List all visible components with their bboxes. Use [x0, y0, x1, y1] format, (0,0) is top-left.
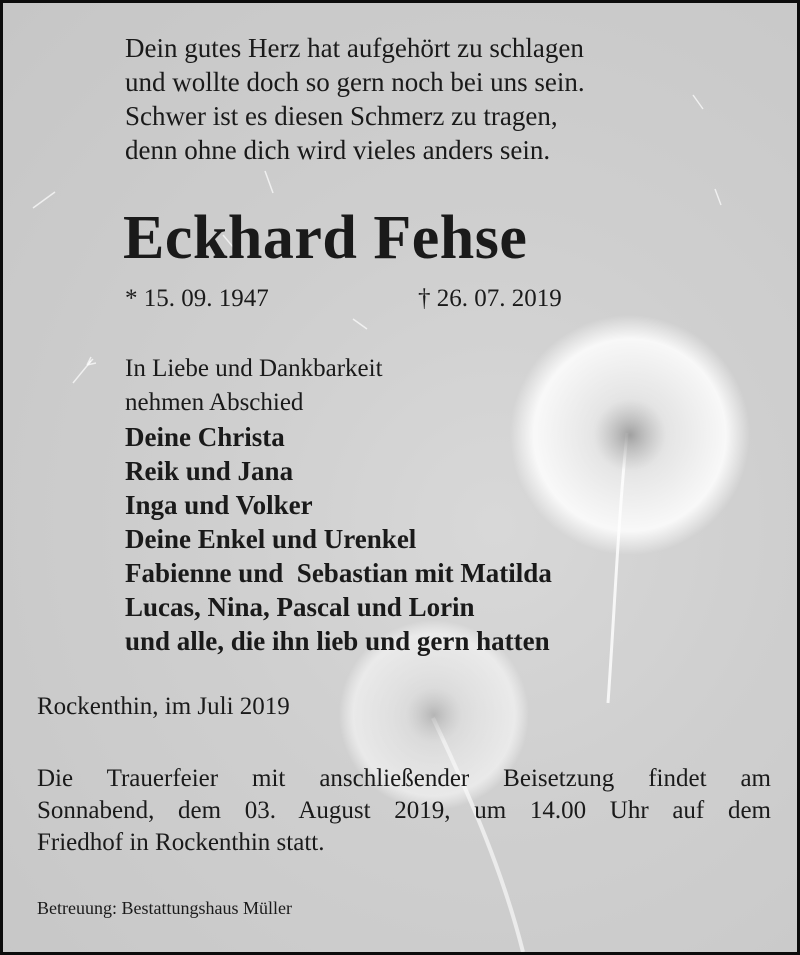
place-and-date: Rockenthin, im Juli 2019 [37, 693, 290, 720]
funeral-home-credit: Betreuung: Bestattungshaus Müller [37, 898, 292, 918]
mourner-entry: Deine Christa [125, 422, 285, 452]
poem-line: Schwer ist es diesen Schmerz zu tragen, [125, 101, 558, 131]
mourner-entry: Inga und Volker [125, 490, 313, 520]
poem-line: Dein gutes Herz hat aufgehört zu schlagen [125, 33, 584, 63]
farewell-intro [125, 352, 383, 420]
mourners-list [125, 420, 552, 658]
farewell-intro-line: nehmen Abschied [125, 389, 304, 416]
funeral-line: Sonnabend, dem 03. August 2019, um 14.00 Uhr auf dem [37, 797, 771, 824]
poem-line: und wollte doch so gern noch bei uns sein. [125, 67, 585, 97]
poem-line: denn ohne dich wird vieles anders sein. [125, 135, 551, 165]
funeral-line: Friedhof in Rockenthin statt. [37, 829, 325, 856]
mourner-entry: und alle, die ihn lieb und gern hatten [125, 626, 550, 656]
mourner-entry: Reik und Jana [125, 456, 294, 486]
mourner-entry: Fabienne und Sebastian mit Matilda [125, 558, 552, 588]
birth-date: * 15. 09. 1947 [125, 285, 269, 312]
funeral-line: Die Trauerfeier mit anschließender Beisetzung findet am [37, 765, 771, 792]
memorial-poem [125, 31, 585, 167]
funeral-announcement [37, 763, 771, 859]
farewell-intro-line: In Liebe und Dankbarkeit [125, 355, 383, 382]
mourner-entry: Deine Enkel und Urenkel [125, 524, 417, 554]
deceased-name: Eckhard Fehse [123, 204, 528, 272]
mourner-entry: Lucas, Nina, Pascal und Lorin [125, 592, 475, 622]
death-date: † 26. 07. 2019 [418, 285, 562, 312]
